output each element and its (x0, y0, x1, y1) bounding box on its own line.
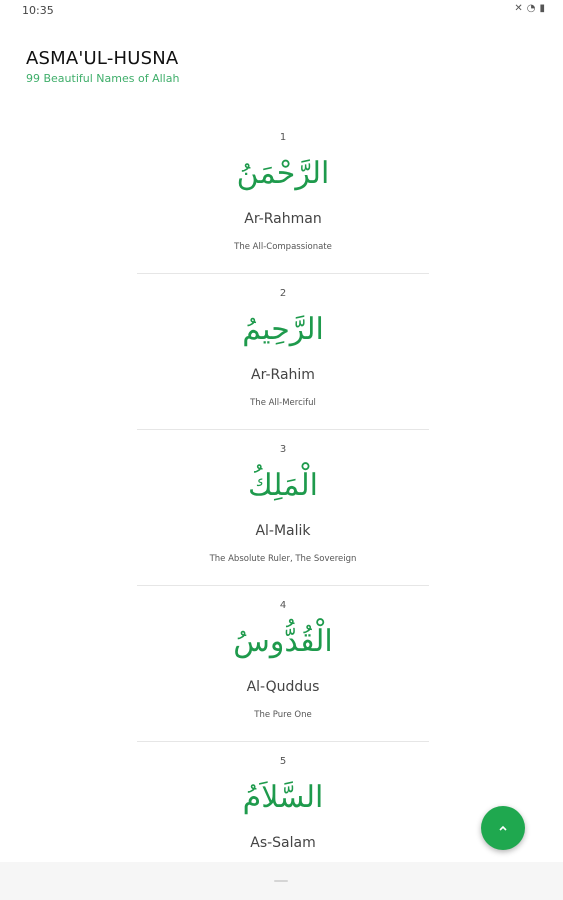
name-meaning: The All-Compassionate (234, 242, 332, 252)
names-list (137, 118, 429, 897)
mute-icon: ✕ (514, 3, 523, 14)
name-meaning: The Pure One (254, 710, 312, 720)
app-title: ASMA'UL-HUSNA (26, 48, 179, 69)
name-number: 1 (279, 132, 287, 143)
name-arabic: الْقُدُّوسُ (233, 624, 333, 659)
app-header (26, 48, 179, 85)
name-number: 5 (279, 756, 287, 767)
status-time: 10:35 (22, 4, 54, 17)
name-number: 3 (279, 444, 287, 455)
name-arabic: الرَّحْمَنُ (236, 156, 330, 191)
chevron-up-icon (497, 822, 509, 834)
name-number: 4 (279, 600, 287, 611)
name-arabic: الْمَلِكُ (247, 468, 319, 503)
scroll-to-top-button[interactable] (481, 806, 525, 850)
home-handle[interactable] (274, 880, 288, 882)
name-list-item[interactable] (137, 586, 429, 742)
name-transliteration: Ar-Rahim (251, 367, 315, 383)
name-number: 2 (279, 288, 287, 299)
name-arabic: السَّلاَمُ (242, 780, 324, 815)
name-list-item[interactable] (137, 430, 429, 586)
status-bar (0, 0, 563, 20)
name-meaning: The All-Merciful (250, 398, 316, 408)
name-arabic: الرَّحِيمُ (242, 312, 324, 347)
app-subtitle: 99 Beautiful Names of Allah (26, 72, 180, 85)
name-list-item[interactable] (137, 274, 429, 430)
wifi-icon: ◔ (526, 3, 536, 14)
name-list-item[interactable] (137, 118, 429, 274)
name-transliteration: Al-Malik (255, 523, 311, 539)
name-transliteration: Ar-Rahman (244, 211, 322, 227)
name-transliteration: As-Salam (250, 835, 316, 851)
name-transliteration: Al-Quddus (246, 679, 320, 695)
navigation-bar (0, 862, 563, 900)
name-meaning: The Absolute Ruler, The Sovereign (209, 554, 357, 564)
battery-icon: ▮ (539, 3, 545, 14)
status-icons (514, 3, 545, 14)
